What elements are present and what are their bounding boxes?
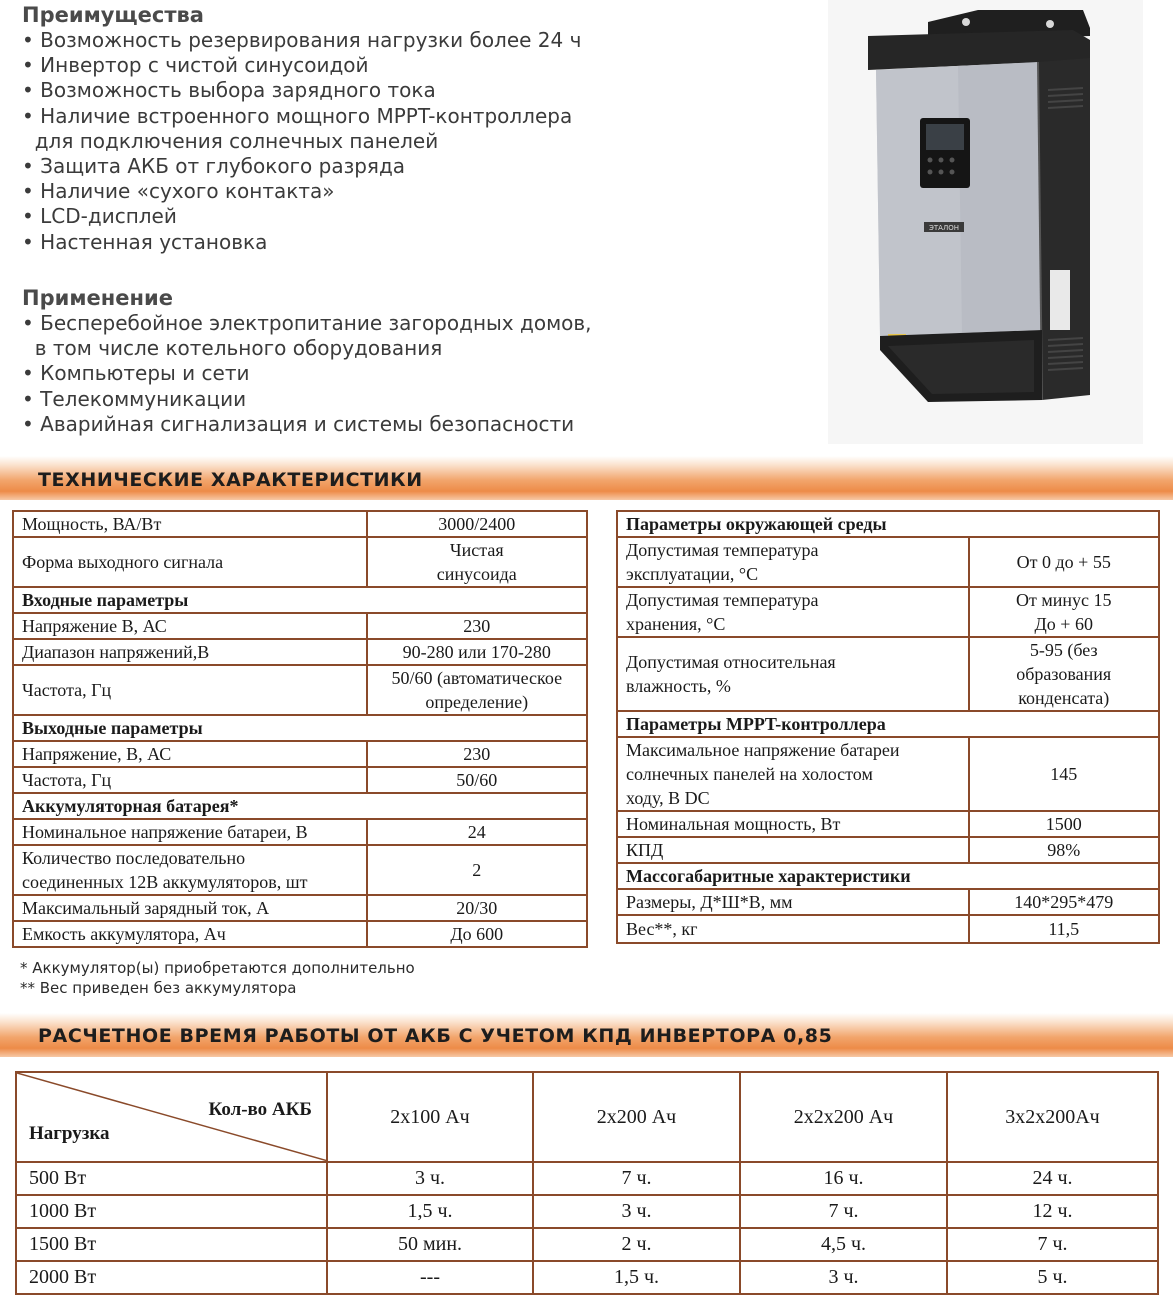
- spec-label: Диапазон напряжений,В: [13, 639, 367, 665]
- bullet-item: • LCD-дисплей: [22, 204, 177, 229]
- runtime-value: 3 ч.: [740, 1261, 947, 1294]
- specs-right-table: [616, 510, 1160, 944]
- spec-value: 230: [367, 741, 587, 767]
- runtime-col-header: 2х100 Ач: [327, 1072, 533, 1162]
- spec-value: 24: [367, 819, 587, 845]
- spec-section-row: [13, 587, 587, 613]
- spec-section-row: [617, 863, 1159, 889]
- spec-row: [13, 613, 587, 639]
- runtime-value: 1,5 ч.: [533, 1261, 740, 1294]
- spec-label: Допустимая относительная влажность, %: [617, 637, 969, 711]
- runtime-corner-cell: [16, 1072, 327, 1162]
- runtime-title: РАСЧЕТНОЕ ВРЕМЯ РАБОТЫ ОТ АКБ С УЧЕТОМ КПД ИНВЕРТОРА 0,85: [38, 1025, 833, 1047]
- spec-label: Мощность, ВА/Вт: [13, 511, 367, 537]
- advantages-list: [22, 28, 581, 255]
- runtime-value: 12 ч.: [947, 1195, 1158, 1228]
- spec-value: Чистая синусоида: [367, 537, 587, 587]
- corner-battery-count-label: Кол-во АКБ: [208, 1099, 312, 1120]
- inverter-product-image: [828, 0, 1143, 444]
- runtime-value: 4,5 ч.: [740, 1228, 947, 1261]
- spec-label: Вес**, кг: [617, 915, 969, 943]
- advantages-section: [22, 2, 581, 255]
- spec-row: [617, 737, 1159, 811]
- runtime-load-label: 2000 Вт: [16, 1261, 327, 1294]
- runtime-value: 2 ч.: [533, 1228, 740, 1261]
- runtime-value: 3 ч.: [533, 1195, 740, 1228]
- spec-value: 11,5: [969, 915, 1160, 943]
- spec-row: [13, 819, 587, 845]
- runtime-value: 1,5 ч.: [327, 1195, 533, 1228]
- runtime-value: 5 ч.: [947, 1261, 1158, 1294]
- runtime-row: [16, 1195, 1158, 1228]
- spec-section-row: [13, 715, 587, 741]
- spec-section-header: Параметры окружающей среды: [617, 511, 1159, 537]
- spec-value: От минус 15 До + 60: [969, 587, 1160, 637]
- spec-value: 140*295*479: [969, 889, 1160, 915]
- runtime-col-header: 2х200 Ач: [533, 1072, 740, 1162]
- runtime-col-header: 3х2х200Ач: [947, 1072, 1158, 1162]
- corner-load-label: Нагрузка: [29, 1123, 110, 1144]
- runtime-row: [16, 1162, 1158, 1195]
- spec-value: До 600: [367, 921, 587, 947]
- runtime-value: 7 ч.: [533, 1162, 740, 1195]
- spec-label: Номинальная мощность, Вт: [617, 811, 969, 837]
- bullet-item: • Возможность резервирования нагрузки более 24 ч: [22, 28, 582, 52]
- runtime-table: [15, 1071, 1159, 1295]
- runtime-value: 7 ч.: [947, 1228, 1158, 1261]
- spec-value: 98%: [969, 837, 1160, 863]
- spec-label: Максимальное напряжение батареи солнечных панелей на холостом ходу, В DC: [617, 737, 969, 811]
- spec-row: [617, 837, 1159, 863]
- spec-row: [13, 537, 587, 587]
- spec-row: [13, 639, 587, 665]
- spec-section-row: [13, 793, 587, 819]
- runtime-value: 24 ч.: [947, 1162, 1158, 1195]
- runtime-value: 7 ч.: [740, 1195, 947, 1228]
- spec-row: [13, 845, 587, 895]
- advantages-title: Преимущества: [22, 3, 204, 27]
- spec-section-row: [617, 511, 1159, 537]
- spec-label: Номинальное напряжение батареи, В: [13, 819, 367, 845]
- spec-value: 50/60: [367, 767, 587, 793]
- spec-label: Форма выходного сигнала: [13, 537, 367, 587]
- spec-section-header: Выходные параметры: [13, 715, 587, 741]
- spec-value: 145: [969, 737, 1160, 811]
- spec-row: [617, 637, 1159, 711]
- spec-row: [13, 921, 587, 947]
- spec-label: Максимальный зарядный ток, А: [13, 895, 367, 921]
- runtime-value: 50 мин.: [327, 1228, 533, 1261]
- spec-row: [617, 587, 1159, 637]
- spec-row: [13, 665, 587, 715]
- bullet-item: • Настенная установка: [22, 229, 268, 254]
- application-title: Применение: [22, 286, 173, 310]
- application-list: [22, 311, 592, 437]
- spec-label: Частота, Гц: [13, 665, 367, 715]
- spec-section-header: Аккумуляторная батарея*: [13, 793, 587, 819]
- bullet-item: • Защита АКБ от глубокого разряда: [22, 154, 406, 179]
- spec-label: Напряжение, В, АС: [13, 741, 367, 767]
- bullet-item: для подключения солнечных панелей: [22, 128, 439, 153]
- spec-value: 2: [367, 845, 587, 895]
- spec-value: 90-280 или 170-280: [367, 639, 587, 665]
- runtime-row: [16, 1261, 1158, 1294]
- spec-row: [13, 895, 587, 921]
- runtime-value: ---: [327, 1261, 533, 1294]
- bullet-item: • Инвертор с чистой синусоидой: [22, 53, 369, 78]
- runtime-col-header: 2х2х200 Ач: [740, 1072, 947, 1162]
- spec-value: 3000/2400: [367, 511, 587, 537]
- spec-section-header: Входные параметры: [13, 587, 587, 613]
- spec-label: Емкость аккумулятора, Ач: [13, 921, 367, 947]
- bullet-item: • Телекоммуникации: [22, 386, 247, 411]
- runtime-value: 16 ч.: [740, 1162, 947, 1195]
- spec-label: КПД: [617, 837, 969, 863]
- runtime-load-label: 1000 Вт: [16, 1195, 327, 1228]
- spec-label: Допустимая температура эксплуатации, °С: [617, 537, 969, 587]
- footnote-battery: * Аккумулятор(ы) приобретаются дополнительно: [20, 959, 415, 977]
- spec-label: Количество последовательно соединенных 12В аккумуляторов, шт: [13, 845, 367, 895]
- spec-row: [617, 537, 1159, 587]
- spec-row: [617, 915, 1159, 943]
- spec-section-header: Параметры MPPT-контроллера: [617, 711, 1159, 737]
- bullet-item: • Аварийная сигнализация и системы безопасности: [22, 411, 575, 436]
- spec-label: Частота, Гц: [13, 767, 367, 793]
- bullet-item: • Бесперебойное электропитание загородных домов,: [22, 311, 592, 335]
- bullet-item: в том числе котельного оборудования: [22, 336, 443, 361]
- runtime-value: 3 ч.: [327, 1162, 533, 1195]
- spec-row: [617, 811, 1159, 837]
- spec-section-row: [617, 711, 1159, 737]
- specs-title: ТЕХНИЧЕСКИЕ ХАРАКТЕРИСТИКИ: [38, 469, 423, 491]
- runtime-header-row: [16, 1072, 1158, 1162]
- bullet-item: • Возможность выбора зарядного тока: [22, 78, 436, 103]
- spec-value: 20/30: [367, 895, 587, 921]
- spec-row: [13, 741, 587, 767]
- bullet-item: • Наличие «сухого контакта»: [22, 179, 335, 204]
- application-section: [22, 285, 592, 437]
- runtime-row: [16, 1228, 1158, 1261]
- spec-value: 1500: [969, 811, 1160, 837]
- spec-section-header: Массогабаритные характеристики: [617, 863, 1159, 889]
- product-logo: ЭТАЛОН: [929, 224, 959, 232]
- spec-row: [617, 889, 1159, 915]
- spec-value: 5-95 (без образования конденсата): [969, 637, 1160, 711]
- specs-left-table: [12, 510, 588, 948]
- footnote-weight: ** Вес приведен без аккумулятора: [20, 979, 297, 997]
- bullet-item: • Компьютеры и сети: [22, 361, 250, 386]
- spec-value: 50/60 (автоматическое определение): [367, 665, 587, 715]
- spec-value: От 0 до + 55: [969, 537, 1160, 587]
- spec-value: 230: [367, 613, 587, 639]
- spec-label: Допустимая температура хранения, °С: [617, 587, 969, 637]
- runtime-load-label: 500 Вт: [16, 1162, 327, 1195]
- spec-label: Размеры, Д*Ш*В, мм: [617, 889, 969, 915]
- spec-row: [13, 767, 587, 793]
- spec-row: [13, 511, 587, 537]
- spec-label: Напряжение В, АС: [13, 613, 367, 639]
- bullet-item: • Наличие встроенного мощного MPPT-контроллера: [22, 103, 573, 128]
- runtime-load-label: 1500 Вт: [16, 1228, 327, 1261]
